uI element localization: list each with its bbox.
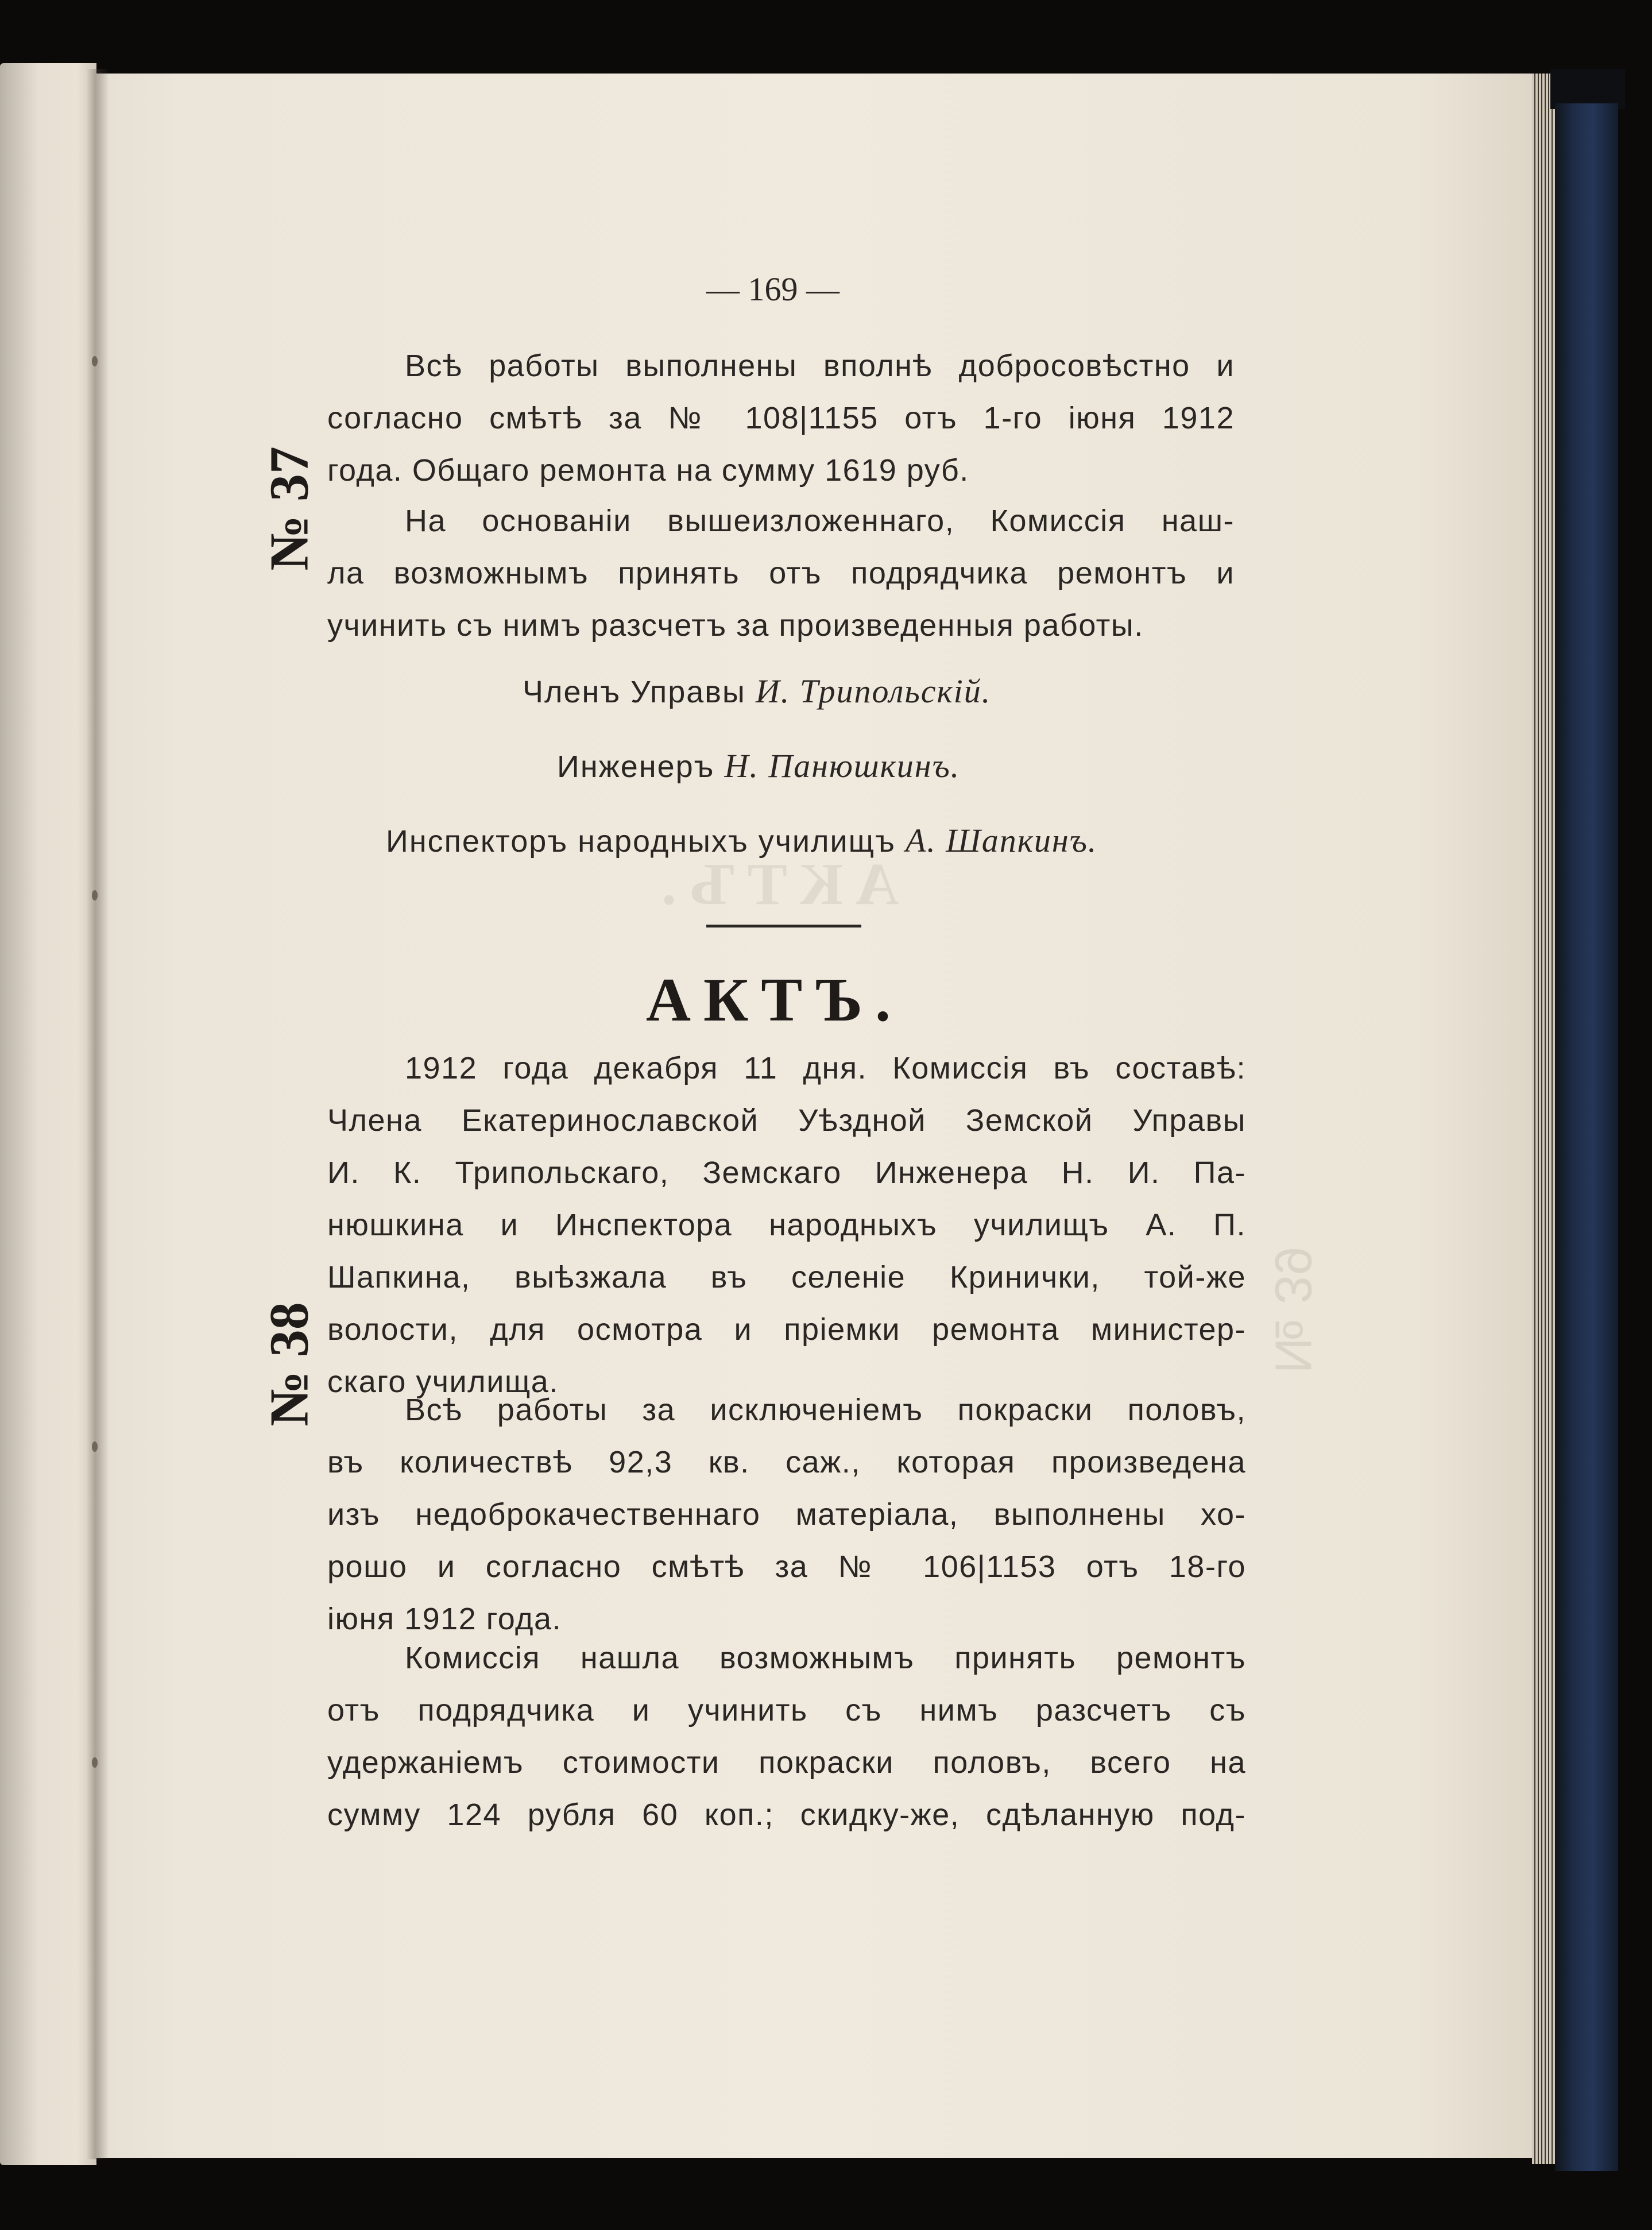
signature-role: Инженеръ bbox=[557, 749, 715, 784]
text-line: ла возможнымъ принять отъ подрядчика ремонтъ и bbox=[327, 556, 1235, 590]
signature-name: А. Шапкинъ. bbox=[905, 822, 1098, 859]
text-line: іюня 1912 года. bbox=[327, 1602, 562, 1636]
text-line: учинить съ нимъ разсчетъ за произведенныя работы. bbox=[327, 608, 1144, 643]
paragraph-4 bbox=[327, 1384, 1246, 1645]
paragraph-5 bbox=[327, 1632, 1246, 1841]
marginal-number-38: № 38 bbox=[258, 1302, 320, 1427]
text-line: нюшкина и Инспектора народныхъ училищъ А. П. bbox=[327, 1208, 1246, 1242]
left-page-edge bbox=[0, 63, 96, 2165]
text-line: скаго училища. bbox=[327, 1365, 559, 1399]
text-line: сумму 124 рубля 60 коп.; скидку-же, сдѣланную под- bbox=[327, 1798, 1246, 1832]
text-line: волости, для осмотра и пріемки ремонта министер- bbox=[327, 1312, 1246, 1347]
text-line: отъ подрядчика и учинить съ нимъ разсчетъ съ bbox=[327, 1693, 1246, 1727]
text-line: года. Общаго ремонта на сумму 1619 руб. bbox=[327, 453, 969, 488]
text-line: На основаніи вышеизложеннаго, Комиссія наш- bbox=[405, 504, 1235, 538]
signature-name: Н. Панюшкинъ. bbox=[724, 747, 961, 784]
paragraph-2 bbox=[327, 495, 1235, 652]
paragraph-1 bbox=[327, 340, 1235, 497]
signature-role: Членъ Управы bbox=[523, 675, 746, 709]
text-line: въ количествѣ 92,3 кв. саж., которая произведена bbox=[327, 1445, 1246, 1479]
book-cover bbox=[1555, 103, 1618, 2171]
binding-hole bbox=[92, 1441, 98, 1452]
text-line: 1912 года декабря 11 дня. Комиссія въ составѣ: bbox=[405, 1051, 1246, 1085]
text-line: Члена Екатеринославской Уѣздной Земской Управы bbox=[327, 1103, 1246, 1138]
text-line: Всѣ работы выполнены вполнѣ добросовѣстно и bbox=[405, 349, 1235, 383]
text-line: Шапкина, выѣзжала въ селеніе Кринички, той-же bbox=[327, 1260, 1246, 1294]
bleed-through-title: АКТЪ. bbox=[649, 851, 899, 917]
act-title: АКТЪ. bbox=[646, 966, 903, 1034]
signature-role: Инспекторъ народныхъ училищъ bbox=[386, 824, 896, 859]
text-line: удержаніемъ стоимости покраски половъ, всего на bbox=[327, 1745, 1246, 1780]
binding-hole bbox=[92, 356, 98, 366]
marginal-number-37: № 37 bbox=[258, 446, 320, 571]
text-line: согласно смѣтѣ за № 108|1155 отъ 1-го іюня 1912 bbox=[327, 401, 1235, 435]
signature-inspector bbox=[386, 821, 1097, 860]
binding-hole bbox=[92, 890, 98, 900]
text-line: рошо и согласно смѣтѣ за № 106|1153 отъ 18-го bbox=[327, 1549, 1246, 1584]
bleed-through-marginal: № 39 bbox=[1264, 1246, 1322, 1374]
signature-name: И. Трипольскій. bbox=[755, 673, 992, 710]
text-line: изъ недоброкачественнаго матеріала, выполнены хо- bbox=[327, 1497, 1246, 1532]
spine-shadow bbox=[86, 69, 109, 2159]
signature-member bbox=[523, 672, 991, 710]
paragraph-3 bbox=[327, 1042, 1246, 1408]
signature-engineer bbox=[557, 747, 960, 785]
text-line: Всѣ работы за исключеніемъ покраски половъ, bbox=[405, 1393, 1246, 1427]
binding-hole bbox=[92, 1757, 98, 1768]
text-line: И. К. Трипольскаго, Земскаго Инженера Н. И. Па- bbox=[327, 1155, 1246, 1190]
text-line: Комиссія нашла возможнымъ принять ремонтъ bbox=[405, 1641, 1246, 1675]
page-edges bbox=[1532, 74, 1555, 2164]
section-rule bbox=[706, 925, 861, 927]
page-number: — 169 — bbox=[706, 270, 839, 308]
